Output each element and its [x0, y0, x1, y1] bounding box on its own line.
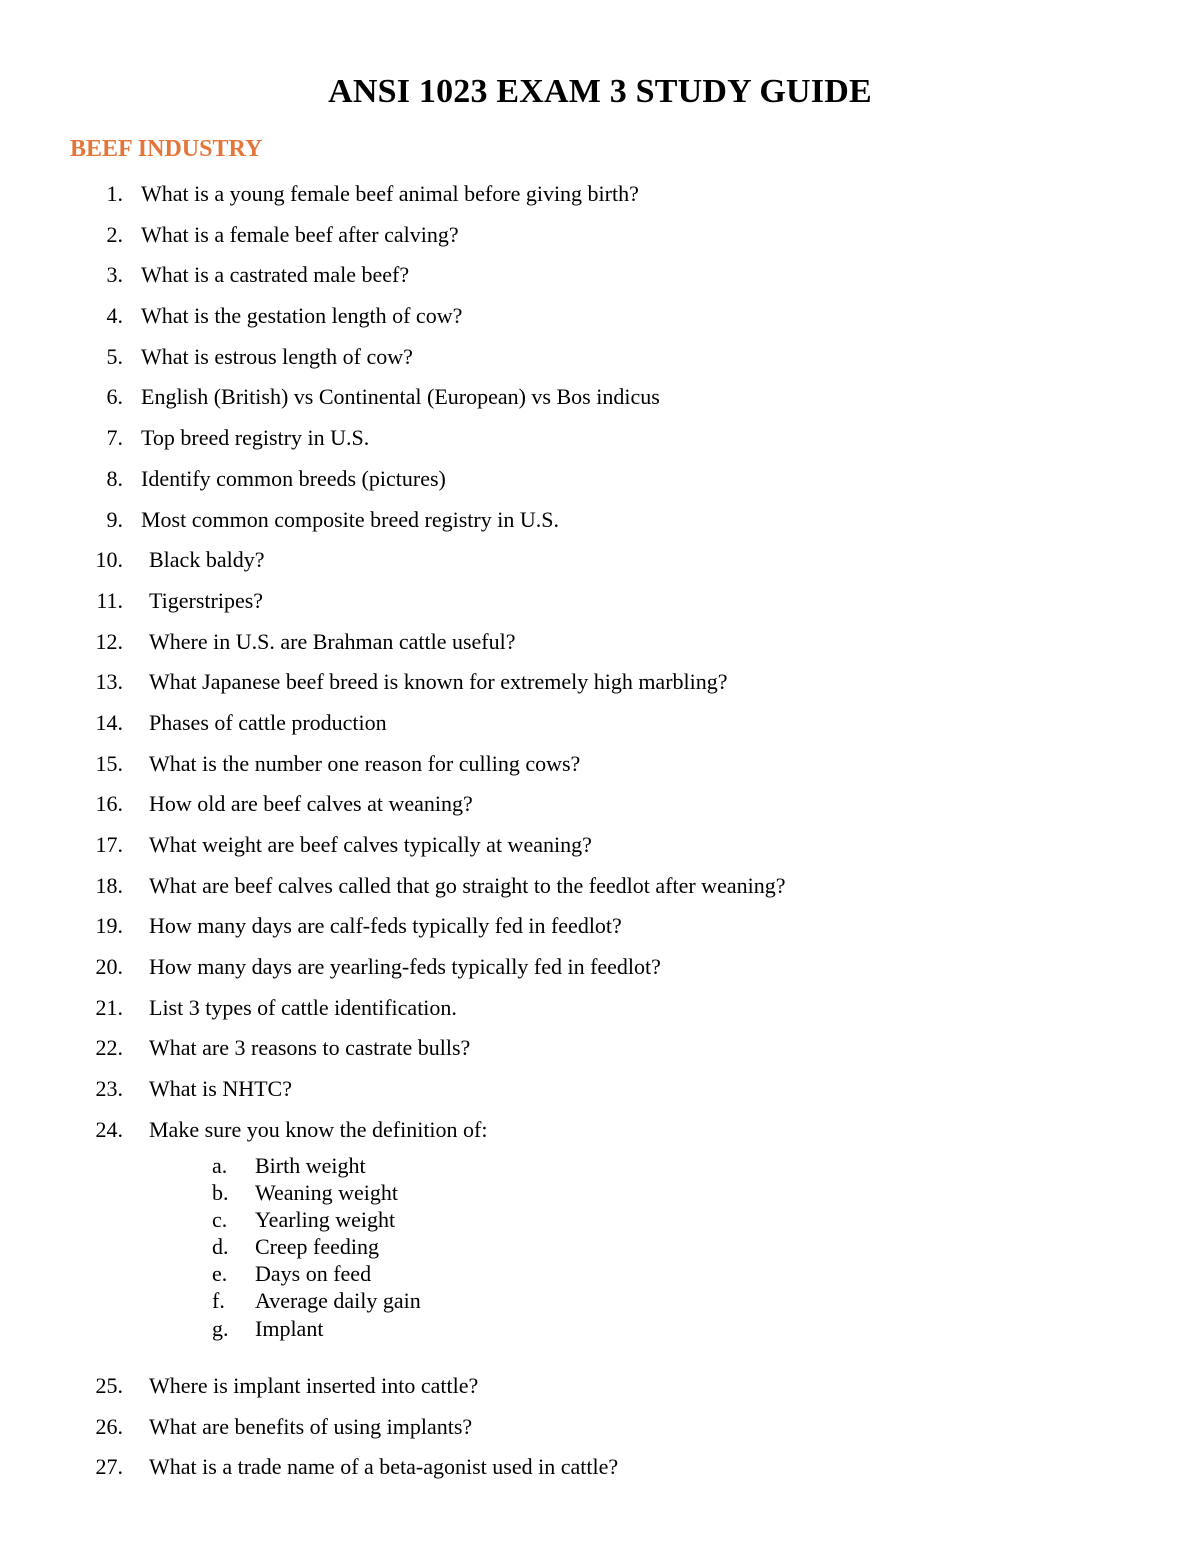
question-item	[0, 990, 1200, 1031]
question-number: 15.	[95, 750, 123, 776]
question-item	[0, 949, 1200, 990]
question-item	[0, 786, 1200, 827]
question-number: 27.	[95, 1454, 123, 1480]
definition-item	[0, 1152, 1200, 1179]
question-number: 14.	[95, 709, 123, 735]
question-item	[0, 664, 1200, 705]
question-item	[0, 339, 1200, 380]
question-number: 11.	[96, 587, 123, 613]
definition-list	[0, 1152, 1200, 1342]
question-number: 4.	[106, 303, 123, 329]
question-number: 25.	[95, 1373, 123, 1398]
question-text: Where in U.S. are Brahman cattle useful?	[149, 628, 516, 654]
question-number: 5.	[106, 343, 123, 369]
question-text: What is the gestation length of cow?	[141, 303, 463, 329]
definition-letter: b.	[212, 1180, 229, 1206]
question-item	[0, 1449, 1200, 1490]
question-text: Tigerstripes?	[149, 587, 264, 613]
question-number: 12.	[95, 628, 123, 654]
question-item	[0, 908, 1200, 949]
definition-term: Birth weight	[255, 1153, 366, 1178]
definition-letter: f.	[212, 1288, 225, 1314]
definition-letter: d.	[212, 1234, 229, 1260]
definition-letter: e.	[212, 1261, 228, 1287]
question-number: 24.	[95, 1116, 123, 1142]
question-item	[0, 1030, 1200, 1071]
question-item	[0, 217, 1200, 258]
question-number: 10.	[95, 547, 123, 573]
question-list	[0, 176, 1200, 1153]
question-text: What is NHTC?	[149, 1076, 292, 1102]
definition-item	[0, 1179, 1200, 1206]
question-number: 7.	[106, 425, 123, 451]
definition-term: Yearling weight	[255, 1207, 396, 1233]
definition-item	[0, 1206, 1200, 1233]
question-number: 22.	[95, 1035, 123, 1061]
definition-term: Implant	[255, 1315, 324, 1341]
question-text: How many days are calf-feds typically fed in feedlot?	[149, 913, 622, 939]
question-number: 18.	[95, 872, 123, 898]
question-text: How old are beef calves at weaning?	[149, 791, 473, 817]
question-text: Black baldy?	[149, 547, 265, 573]
question-item	[0, 257, 1200, 298]
question-text: What is a young female beef animal before giving birth?	[141, 181, 639, 206]
question-number: 9.	[106, 506, 123, 532]
definition-letter: g.	[212, 1315, 229, 1341]
question-number: 1.	[106, 181, 123, 206]
question-text: What are benefits of using implants?	[149, 1413, 473, 1439]
question-item	[0, 746, 1200, 787]
question-number: 21.	[95, 994, 123, 1020]
question-item	[0, 461, 1200, 502]
question-text: List 3 types of cattle identification.	[149, 994, 457, 1020]
question-number: 20.	[95, 954, 123, 980]
definition-item	[0, 1233, 1200, 1260]
question-item	[0, 379, 1200, 420]
question-item	[0, 420, 1200, 461]
question-text: What are 3 reasons to castrate bulls?	[149, 1035, 471, 1061]
question-item	[0, 1368, 1200, 1409]
question-item	[0, 176, 1200, 217]
question-number: 13.	[95, 669, 123, 695]
definition-term: Days on feed	[255, 1261, 372, 1287]
definition-term: Weaning weight	[255, 1180, 399, 1206]
question-text: What is a female beef after calving?	[141, 221, 459, 247]
question-number: 3.	[106, 262, 123, 288]
definition-item	[0, 1260, 1200, 1287]
question-item	[0, 868, 1200, 909]
question-number: 2.	[106, 221, 123, 247]
question-text: Where is implant inserted into cattle?	[149, 1373, 479, 1398]
question-item	[0, 624, 1200, 665]
definition-term: Average daily gain	[255, 1288, 421, 1314]
question-text: What is estrous length of cow?	[141, 343, 413, 369]
question-text: English (British) vs Continental (European) vs Bos indicus	[141, 384, 660, 410]
question-text: Top breed registry in U.S.	[141, 425, 370, 451]
question-item	[0, 298, 1200, 339]
question-text: What are beef calves called that go straight to the feedlot after weaning?	[149, 872, 786, 898]
question-item	[0, 827, 1200, 868]
question-item	[0, 502, 1200, 543]
question-text: What is the number one reason for culling cows?	[149, 750, 581, 776]
question-text: What is a castrated male beef?	[141, 262, 410, 288]
question-text: Make sure you know the definition of:	[149, 1116, 488, 1142]
question-number: 16.	[95, 791, 123, 817]
section-heading: BEEF INDUSTRY	[70, 136, 263, 162]
page-title: ANSI 1023 EXAM 3 STUDY GUIDE	[328, 73, 872, 110]
definition-letter: c.	[212, 1207, 228, 1233]
question-text: What is a trade name of a beta-agonist used in cattle?	[149, 1454, 619, 1480]
question-item	[0, 705, 1200, 746]
question-text: What Japanese beef breed is known for extremely high marbling?	[149, 669, 728, 695]
definition-term: Creep feeding	[255, 1234, 379, 1260]
question-text: How many days are yearling-feds typically fed in feedlot?	[149, 954, 661, 980]
definition-item	[0, 1287, 1200, 1314]
question-item	[0, 1112, 1200, 1153]
question-item	[0, 1409, 1200, 1450]
question-number: 19.	[95, 913, 123, 939]
question-text: Identify common breeds (pictures)	[141, 465, 446, 491]
definition-item	[0, 1315, 1200, 1342]
question-text: What weight are beef calves typically at weaning?	[149, 832, 592, 857]
question-text: Most common composite breed registry in U.S.	[141, 506, 559, 532]
question-number: 8.	[106, 465, 123, 491]
question-number: 26.	[95, 1413, 123, 1439]
question-list-continued	[0, 1368, 1200, 1490]
question-number: 17.	[95, 832, 123, 857]
definition-letter: a.	[212, 1153, 228, 1178]
question-number: 23.	[95, 1076, 123, 1102]
question-item	[0, 583, 1200, 624]
question-number: 6.	[106, 384, 123, 410]
question-item	[0, 1071, 1200, 1112]
question-text: Phases of cattle production	[149, 709, 387, 735]
question-item	[0, 542, 1200, 583]
